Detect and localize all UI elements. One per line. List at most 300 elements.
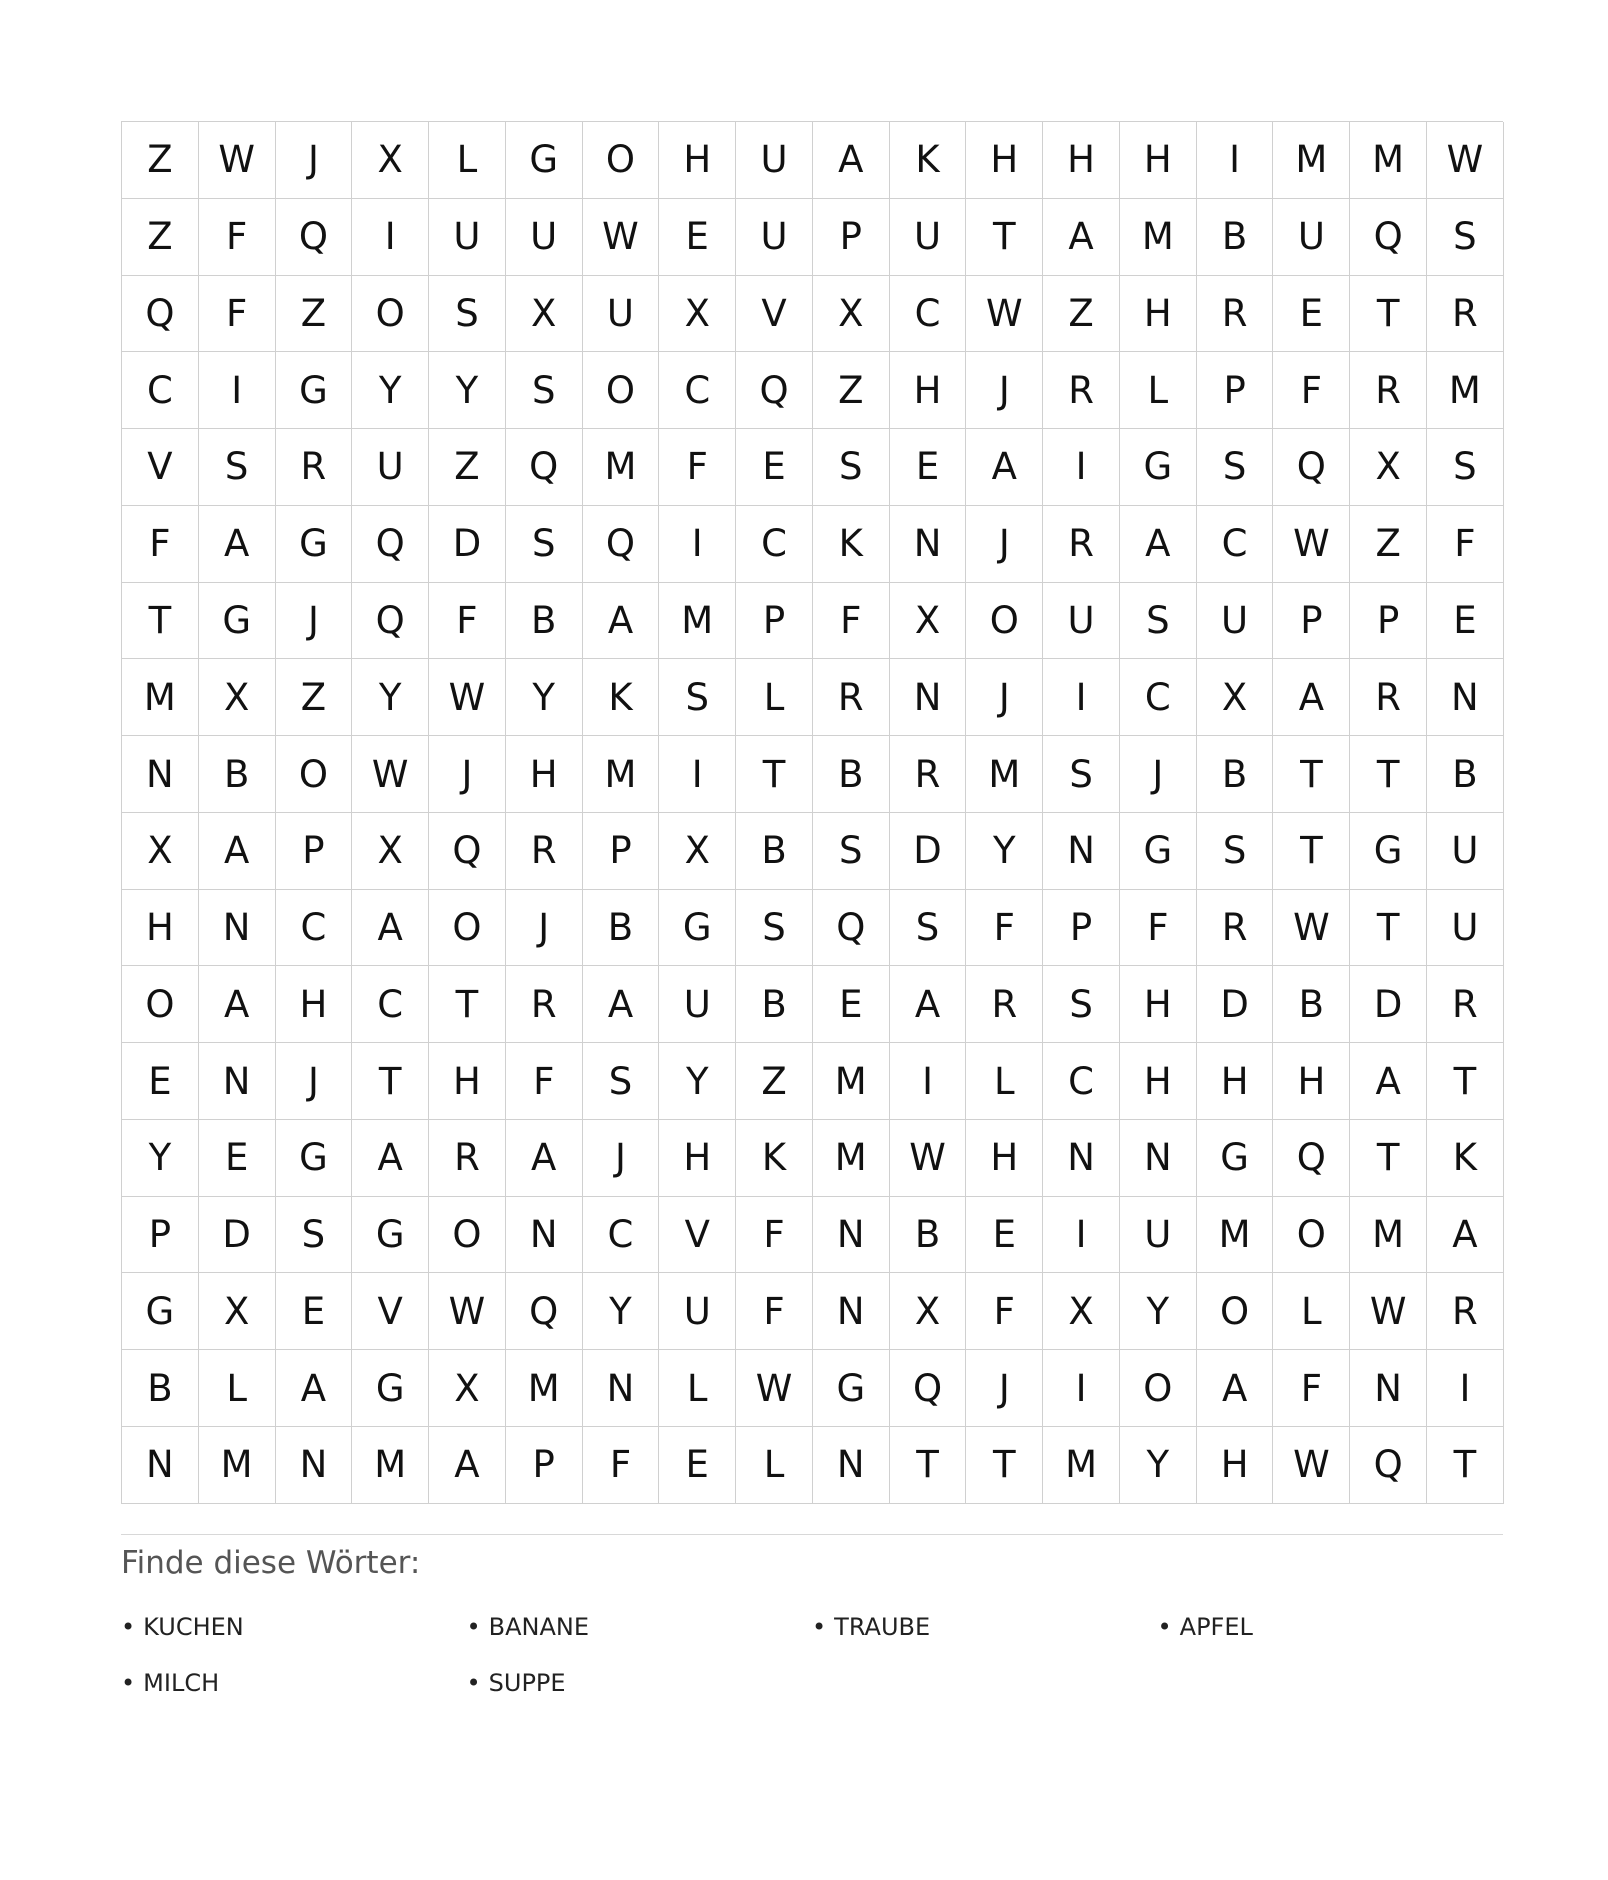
grid-cell-r11-c4[interactable]: A: [352, 890, 429, 967]
grid-cell-r8-c17[interactable]: R: [1350, 659, 1427, 736]
grid-cell-r7-c4[interactable]: Q: [352, 583, 429, 660]
grid-cell-r3-c1[interactable]: Q: [122, 276, 199, 353]
grid-cell-r18-c13[interactable]: M: [1043, 1427, 1120, 1504]
grid-cell-r8-c7[interactable]: K: [583, 659, 660, 736]
grid-cell-r16-c7[interactable]: Y: [583, 1273, 660, 1350]
grid-cell-r18-c16[interactable]: W: [1273, 1427, 1350, 1504]
grid-cell-r14-c13[interactable]: N: [1043, 1120, 1120, 1197]
grid-cell-r17-c6[interactable]: M: [506, 1350, 583, 1427]
grid-cell-r10-c4[interactable]: X: [352, 813, 429, 890]
grid-cell-r4-c14[interactable]: L: [1120, 352, 1197, 429]
grid-cell-r1-c18[interactable]: W: [1427, 122, 1504, 199]
grid-cell-r10-c3[interactable]: P: [276, 813, 353, 890]
grid-cell-r7-c3[interactable]: J: [276, 583, 353, 660]
grid-cell-r1-c4[interactable]: X: [352, 122, 429, 199]
grid-cell-r12-c8[interactable]: U: [659, 966, 736, 1043]
grid-cell-r5-c3[interactable]: R: [276, 429, 353, 506]
grid-cell-r12-c4[interactable]: C: [352, 966, 429, 1043]
grid-cell-r1-c9[interactable]: U: [736, 122, 813, 199]
grid-cell-r2-c16[interactable]: U: [1273, 199, 1350, 276]
grid-cell-r8-c16[interactable]: A: [1273, 659, 1350, 736]
grid-cell-r18-c2[interactable]: M: [199, 1427, 276, 1504]
grid-cell-r6-c1[interactable]: F: [122, 506, 199, 583]
grid-cell-r11-c11[interactable]: S: [890, 890, 967, 967]
grid-cell-r4-c6[interactable]: S: [506, 352, 583, 429]
grid-cell-r3-c11[interactable]: C: [890, 276, 967, 353]
grid-cell-r10-c2[interactable]: A: [199, 813, 276, 890]
grid-cell-r17-c1[interactable]: B: [122, 1350, 199, 1427]
grid-cell-r9-c10[interactable]: B: [813, 736, 890, 813]
grid-cell-r14-c10[interactable]: M: [813, 1120, 890, 1197]
grid-cell-r16-c18[interactable]: R: [1427, 1273, 1504, 1350]
grid-cell-r1-c13[interactable]: H: [1043, 122, 1120, 199]
grid-cell-r17-c7[interactable]: N: [583, 1350, 660, 1427]
grid-cell-r3-c6[interactable]: X: [506, 276, 583, 353]
grid-cell-r14-c3[interactable]: G: [276, 1120, 353, 1197]
grid-cell-r13-c11[interactable]: I: [890, 1043, 967, 1120]
grid-cell-r5-c6[interactable]: Q: [506, 429, 583, 506]
grid-cell-r17-c11[interactable]: Q: [890, 1350, 967, 1427]
grid-cell-r12-c18[interactable]: R: [1427, 966, 1504, 1043]
grid-cell-r15-c4[interactable]: G: [352, 1197, 429, 1274]
grid-cell-r4-c8[interactable]: C: [659, 352, 736, 429]
grid-cell-r11-c3[interactable]: C: [276, 890, 353, 967]
grid-cell-r12-c9[interactable]: B: [736, 966, 813, 1043]
grid-cell-r5-c16[interactable]: Q: [1273, 429, 1350, 506]
grid-cell-r3-c9[interactable]: V: [736, 276, 813, 353]
grid-cell-r6-c3[interactable]: G: [276, 506, 353, 583]
grid-cell-r10-c8[interactable]: X: [659, 813, 736, 890]
grid-cell-r13-c1[interactable]: E: [122, 1043, 199, 1120]
grid-cell-r6-c13[interactable]: R: [1043, 506, 1120, 583]
grid-cell-r16-c11[interactable]: X: [890, 1273, 967, 1350]
grid-cell-r18-c6[interactable]: P: [506, 1427, 583, 1504]
grid-cell-r10-c17[interactable]: G: [1350, 813, 1427, 890]
grid-cell-r4-c11[interactable]: H: [890, 352, 967, 429]
grid-cell-r13-c14[interactable]: H: [1120, 1043, 1197, 1120]
grid-cell-r1-c15[interactable]: I: [1197, 122, 1274, 199]
grid-cell-r9-c3[interactable]: O: [276, 736, 353, 813]
grid-cell-r9-c15[interactable]: B: [1197, 736, 1274, 813]
grid-cell-r13-c7[interactable]: S: [583, 1043, 660, 1120]
grid-cell-r17-c16[interactable]: F: [1273, 1350, 1350, 1427]
grid-cell-r16-c5[interactable]: W: [429, 1273, 506, 1350]
grid-cell-r5-c17[interactable]: X: [1350, 429, 1427, 506]
grid-cell-r15-c5[interactable]: O: [429, 1197, 506, 1274]
grid-cell-r7-c13[interactable]: U: [1043, 583, 1120, 660]
grid-cell-r2-c17[interactable]: Q: [1350, 199, 1427, 276]
grid-cell-r3-c18[interactable]: R: [1427, 276, 1504, 353]
grid-cell-r12-c3[interactable]: H: [276, 966, 353, 1043]
grid-cell-r12-c14[interactable]: H: [1120, 966, 1197, 1043]
grid-cell-r4-c7[interactable]: O: [583, 352, 660, 429]
grid-cell-r17-c17[interactable]: N: [1350, 1350, 1427, 1427]
grid-cell-r8-c6[interactable]: Y: [506, 659, 583, 736]
grid-cell-r7-c10[interactable]: F: [813, 583, 890, 660]
grid-cell-r13-c3[interactable]: J: [276, 1043, 353, 1120]
grid-cell-r15-c13[interactable]: I: [1043, 1197, 1120, 1274]
grid-cell-r12-c13[interactable]: S: [1043, 966, 1120, 1043]
grid-cell-r16-c8[interactable]: U: [659, 1273, 736, 1350]
grid-cell-r18-c3[interactable]: N: [276, 1427, 353, 1504]
grid-cell-r2-c9[interactable]: U: [736, 199, 813, 276]
grid-cell-r6-c12[interactable]: J: [966, 506, 1043, 583]
grid-cell-r2-c10[interactable]: P: [813, 199, 890, 276]
grid-cell-r9-c16[interactable]: T: [1273, 736, 1350, 813]
grid-cell-r7-c8[interactable]: M: [659, 583, 736, 660]
grid-cell-r6-c4[interactable]: Q: [352, 506, 429, 583]
grid-cell-r17-c14[interactable]: O: [1120, 1350, 1197, 1427]
grid-cell-r15-c6[interactable]: N: [506, 1197, 583, 1274]
grid-cell-r3-c15[interactable]: R: [1197, 276, 1274, 353]
grid-cell-r15-c17[interactable]: M: [1350, 1197, 1427, 1274]
grid-cell-r18-c14[interactable]: Y: [1120, 1427, 1197, 1504]
grid-cell-r8-c12[interactable]: J: [966, 659, 1043, 736]
grid-cell-r10-c13[interactable]: N: [1043, 813, 1120, 890]
grid-cell-r13-c15[interactable]: H: [1197, 1043, 1274, 1120]
grid-cell-r5-c13[interactable]: I: [1043, 429, 1120, 506]
grid-cell-r14-c7[interactable]: J: [583, 1120, 660, 1197]
grid-cell-r12-c11[interactable]: A: [890, 966, 967, 1043]
grid-cell-r4-c13[interactable]: R: [1043, 352, 1120, 429]
grid-cell-r12-c1[interactable]: O: [122, 966, 199, 1043]
grid-cell-r2-c7[interactable]: W: [583, 199, 660, 276]
grid-cell-r17-c10[interactable]: G: [813, 1350, 890, 1427]
grid-cell-r9-c6[interactable]: H: [506, 736, 583, 813]
grid-cell-r6-c16[interactable]: W: [1273, 506, 1350, 583]
grid-cell-r12-c17[interactable]: D: [1350, 966, 1427, 1043]
grid-cell-r17-c4[interactable]: G: [352, 1350, 429, 1427]
grid-cell-r15-c16[interactable]: O: [1273, 1197, 1350, 1274]
grid-cell-r7-c6[interactable]: B: [506, 583, 583, 660]
grid-cell-r1-c17[interactable]: M: [1350, 122, 1427, 199]
grid-cell-r4-c16[interactable]: F: [1273, 352, 1350, 429]
grid-cell-r2-c14[interactable]: M: [1120, 199, 1197, 276]
grid-cell-r7-c11[interactable]: X: [890, 583, 967, 660]
grid-cell-r8-c4[interactable]: Y: [352, 659, 429, 736]
grid-cell-r11-c8[interactable]: G: [659, 890, 736, 967]
grid-cell-r8-c9[interactable]: L: [736, 659, 813, 736]
grid-cell-r16-c9[interactable]: F: [736, 1273, 813, 1350]
grid-cell-r6-c14[interactable]: A: [1120, 506, 1197, 583]
grid-cell-r12-c16[interactable]: B: [1273, 966, 1350, 1043]
grid-cell-r11-c9[interactable]: S: [736, 890, 813, 967]
grid-cell-r14-c16[interactable]: Q: [1273, 1120, 1350, 1197]
grid-cell-r7-c17[interactable]: P: [1350, 583, 1427, 660]
grid-cell-r8-c11[interactable]: N: [890, 659, 967, 736]
grid-cell-r12-c10[interactable]: E: [813, 966, 890, 1043]
grid-cell-r17-c13[interactable]: I: [1043, 1350, 1120, 1427]
grid-cell-r18-c17[interactable]: Q: [1350, 1427, 1427, 1504]
grid-cell-r13-c18[interactable]: T: [1427, 1043, 1504, 1120]
grid-cell-r2-c3[interactable]: Q: [276, 199, 353, 276]
grid-cell-r13-c12[interactable]: L: [966, 1043, 1043, 1120]
grid-cell-r10-c12[interactable]: Y: [966, 813, 1043, 890]
grid-cell-r17-c8[interactable]: L: [659, 1350, 736, 1427]
grid-cell-r18-c15[interactable]: H: [1197, 1427, 1274, 1504]
grid-cell-r14-c12[interactable]: H: [966, 1120, 1043, 1197]
grid-cell-r4-c3[interactable]: G: [276, 352, 353, 429]
grid-cell-r7-c7[interactable]: A: [583, 583, 660, 660]
grid-cell-r6-c6[interactable]: S: [506, 506, 583, 583]
grid-cell-r15-c10[interactable]: N: [813, 1197, 890, 1274]
grid-cell-r11-c5[interactable]: O: [429, 890, 506, 967]
grid-cell-r14-c18[interactable]: K: [1427, 1120, 1504, 1197]
grid-cell-r16-c1[interactable]: G: [122, 1273, 199, 1350]
grid-cell-r10-c14[interactable]: G: [1120, 813, 1197, 890]
grid-cell-r17-c2[interactable]: L: [199, 1350, 276, 1427]
grid-cell-r17-c9[interactable]: W: [736, 1350, 813, 1427]
grid-cell-r6-c8[interactable]: I: [659, 506, 736, 583]
grid-cell-r4-c2[interactable]: I: [199, 352, 276, 429]
grid-cell-r16-c17[interactable]: W: [1350, 1273, 1427, 1350]
grid-cell-r4-c12[interactable]: J: [966, 352, 1043, 429]
grid-cell-r8-c2[interactable]: X: [199, 659, 276, 736]
grid-cell-r11-c18[interactable]: U: [1427, 890, 1504, 967]
grid-cell-r3-c17[interactable]: T: [1350, 276, 1427, 353]
grid-cell-r2-c18[interactable]: S: [1427, 199, 1504, 276]
grid-cell-r10-c5[interactable]: Q: [429, 813, 506, 890]
grid-cell-r10-c16[interactable]: T: [1273, 813, 1350, 890]
grid-cell-r13-c8[interactable]: Y: [659, 1043, 736, 1120]
grid-cell-r2-c13[interactable]: A: [1043, 199, 1120, 276]
grid-cell-r4-c9[interactable]: Q: [736, 352, 813, 429]
grid-cell-r7-c15[interactable]: U: [1197, 583, 1274, 660]
grid-cell-r6-c11[interactable]: N: [890, 506, 967, 583]
grid-cell-r9-c2[interactable]: B: [199, 736, 276, 813]
grid-cell-r11-c1[interactable]: H: [122, 890, 199, 967]
grid-cell-r12-c6[interactable]: R: [506, 966, 583, 1043]
grid-cell-r6-c9[interactable]: C: [736, 506, 813, 583]
grid-cell-r3-c7[interactable]: U: [583, 276, 660, 353]
grid-cell-r13-c17[interactable]: A: [1350, 1043, 1427, 1120]
grid-cell-r4-c10[interactable]: Z: [813, 352, 890, 429]
grid-cell-r1-c12[interactable]: H: [966, 122, 1043, 199]
grid-cell-r14-c2[interactable]: E: [199, 1120, 276, 1197]
grid-cell-r9-c4[interactable]: W: [352, 736, 429, 813]
grid-cell-r8-c1[interactable]: M: [122, 659, 199, 736]
grid-cell-r11-c7[interactable]: B: [583, 890, 660, 967]
grid-cell-r18-c1[interactable]: N: [122, 1427, 199, 1504]
grid-cell-r4-c17[interactable]: R: [1350, 352, 1427, 429]
grid-cell-r3-c12[interactable]: W: [966, 276, 1043, 353]
grid-cell-r17-c12[interactable]: J: [966, 1350, 1043, 1427]
grid-cell-r2-c1[interactable]: Z: [122, 199, 199, 276]
grid-cell-r5-c12[interactable]: A: [966, 429, 1043, 506]
grid-cell-r9-c13[interactable]: S: [1043, 736, 1120, 813]
grid-cell-r6-c7[interactable]: Q: [583, 506, 660, 583]
grid-cell-r9-c17[interactable]: T: [1350, 736, 1427, 813]
grid-cell-r13-c10[interactable]: M: [813, 1043, 890, 1120]
grid-cell-r6-c2[interactable]: A: [199, 506, 276, 583]
grid-cell-r10-c1[interactable]: X: [122, 813, 199, 890]
grid-cell-r3-c5[interactable]: S: [429, 276, 506, 353]
grid-cell-r14-c11[interactable]: W: [890, 1120, 967, 1197]
grid-cell-r4-c5[interactable]: Y: [429, 352, 506, 429]
grid-cell-r5-c2[interactable]: S: [199, 429, 276, 506]
grid-cell-r16-c4[interactable]: V: [352, 1273, 429, 1350]
grid-cell-r6-c15[interactable]: C: [1197, 506, 1274, 583]
grid-cell-r12-c12[interactable]: R: [966, 966, 1043, 1043]
grid-cell-r10-c18[interactable]: U: [1427, 813, 1504, 890]
grid-cell-r5-c11[interactable]: E: [890, 429, 967, 506]
grid-cell-r17-c15[interactable]: A: [1197, 1350, 1274, 1427]
grid-cell-r13-c9[interactable]: Z: [736, 1043, 813, 1120]
grid-cell-r8-c14[interactable]: C: [1120, 659, 1197, 736]
grid-cell-r14-c17[interactable]: T: [1350, 1120, 1427, 1197]
grid-cell-r15-c15[interactable]: M: [1197, 1197, 1274, 1274]
grid-cell-r8-c10[interactable]: R: [813, 659, 890, 736]
grid-cell-r5-c18[interactable]: S: [1427, 429, 1504, 506]
grid-cell-r5-c15[interactable]: S: [1197, 429, 1274, 506]
grid-cell-r6-c18[interactable]: F: [1427, 506, 1504, 583]
grid-cell-r4-c15[interactable]: P: [1197, 352, 1274, 429]
grid-cell-r5-c7[interactable]: M: [583, 429, 660, 506]
grid-cell-r17-c5[interactable]: X: [429, 1350, 506, 1427]
grid-cell-r10-c15[interactable]: S: [1197, 813, 1274, 890]
grid-cell-r14-c6[interactable]: A: [506, 1120, 583, 1197]
grid-cell-r13-c13[interactable]: C: [1043, 1043, 1120, 1120]
grid-cell-r5-c10[interactable]: S: [813, 429, 890, 506]
grid-cell-r4-c4[interactable]: Y: [352, 352, 429, 429]
grid-cell-r9-c12[interactable]: M: [966, 736, 1043, 813]
grid-cell-r18-c5[interactable]: A: [429, 1427, 506, 1504]
grid-cell-r7-c16[interactable]: P: [1273, 583, 1350, 660]
grid-cell-r10-c9[interactable]: B: [736, 813, 813, 890]
grid-cell-r6-c10[interactable]: K: [813, 506, 890, 583]
grid-cell-r8-c15[interactable]: X: [1197, 659, 1274, 736]
grid-cell-r18-c11[interactable]: T: [890, 1427, 967, 1504]
grid-cell-r18-c9[interactable]: L: [736, 1427, 813, 1504]
grid-cell-r9-c9[interactable]: T: [736, 736, 813, 813]
grid-cell-r14-c15[interactable]: G: [1197, 1120, 1274, 1197]
grid-cell-r9-c8[interactable]: I: [659, 736, 736, 813]
grid-cell-r12-c15[interactable]: D: [1197, 966, 1274, 1043]
grid-cell-r10-c7[interactable]: P: [583, 813, 660, 890]
grid-cell-r18-c4[interactable]: M: [352, 1427, 429, 1504]
grid-cell-r9-c14[interactable]: J: [1120, 736, 1197, 813]
grid-cell-r7-c5[interactable]: F: [429, 583, 506, 660]
grid-cell-r3-c13[interactable]: Z: [1043, 276, 1120, 353]
grid-cell-r17-c3[interactable]: A: [276, 1350, 353, 1427]
grid-cell-r5-c4[interactable]: U: [352, 429, 429, 506]
grid-cell-r3-c3[interactable]: Z: [276, 276, 353, 353]
grid-cell-r13-c5[interactable]: H: [429, 1043, 506, 1120]
grid-cell-r12-c2[interactable]: A: [199, 966, 276, 1043]
grid-cell-r3-c4[interactable]: O: [352, 276, 429, 353]
grid-cell-r3-c8[interactable]: X: [659, 276, 736, 353]
grid-cell-r18-c12[interactable]: T: [966, 1427, 1043, 1504]
grid-cell-r2-c15[interactable]: B: [1197, 199, 1274, 276]
grid-cell-r14-c4[interactable]: A: [352, 1120, 429, 1197]
grid-cell-r15-c7[interactable]: C: [583, 1197, 660, 1274]
grid-cell-r7-c18[interactable]: E: [1427, 583, 1504, 660]
grid-cell-r1-c11[interactable]: K: [890, 122, 967, 199]
grid-cell-r1-c16[interactable]: M: [1273, 122, 1350, 199]
grid-cell-r12-c7[interactable]: A: [583, 966, 660, 1043]
grid-cell-r1-c5[interactable]: L: [429, 122, 506, 199]
grid-cell-r16-c14[interactable]: Y: [1120, 1273, 1197, 1350]
grid-cell-r15-c18[interactable]: A: [1427, 1197, 1504, 1274]
grid-cell-r11-c14[interactable]: F: [1120, 890, 1197, 967]
grid-cell-r2-c5[interactable]: U: [429, 199, 506, 276]
grid-cell-r7-c14[interactable]: S: [1120, 583, 1197, 660]
grid-cell-r15-c3[interactable]: S: [276, 1197, 353, 1274]
grid-cell-r16-c6[interactable]: Q: [506, 1273, 583, 1350]
grid-cell-r11-c12[interactable]: F: [966, 890, 1043, 967]
grid-cell-r7-c1[interactable]: T: [122, 583, 199, 660]
grid-cell-r14-c14[interactable]: N: [1120, 1120, 1197, 1197]
grid-cell-r11-c15[interactable]: R: [1197, 890, 1274, 967]
grid-cell-r10-c11[interactable]: D: [890, 813, 967, 890]
grid-cell-r10-c6[interactable]: R: [506, 813, 583, 890]
grid-cell-r16-c12[interactable]: F: [966, 1273, 1043, 1350]
grid-cell-r8-c3[interactable]: Z: [276, 659, 353, 736]
grid-cell-r1-c8[interactable]: H: [659, 122, 736, 199]
grid-cell-r14-c9[interactable]: K: [736, 1120, 813, 1197]
grid-cell-r8-c13[interactable]: I: [1043, 659, 1120, 736]
grid-cell-r7-c2[interactable]: G: [199, 583, 276, 660]
grid-cell-r16-c2[interactable]: X: [199, 1273, 276, 1350]
grid-cell-r15-c8[interactable]: V: [659, 1197, 736, 1274]
grid-cell-r1-c3[interactable]: J: [276, 122, 353, 199]
grid-cell-r5-c5[interactable]: Z: [429, 429, 506, 506]
grid-cell-r13-c6[interactable]: F: [506, 1043, 583, 1120]
grid-cell-r16-c15[interactable]: O: [1197, 1273, 1274, 1350]
grid-cell-r8-c18[interactable]: N: [1427, 659, 1504, 736]
grid-cell-r16-c10[interactable]: N: [813, 1273, 890, 1350]
grid-cell-r2-c12[interactable]: T: [966, 199, 1043, 276]
grid-cell-r8-c8[interactable]: S: [659, 659, 736, 736]
grid-cell-r2-c4[interactable]: I: [352, 199, 429, 276]
grid-cell-r11-c17[interactable]: T: [1350, 890, 1427, 967]
grid-cell-r18-c7[interactable]: F: [583, 1427, 660, 1504]
grid-cell-r6-c17[interactable]: Z: [1350, 506, 1427, 583]
grid-cell-r1-c7[interactable]: O: [583, 122, 660, 199]
grid-cell-r18-c10[interactable]: N: [813, 1427, 890, 1504]
grid-cell-r15-c12[interactable]: E: [966, 1197, 1043, 1274]
grid-cell-r11-c10[interactable]: Q: [813, 890, 890, 967]
grid-cell-r16-c3[interactable]: E: [276, 1273, 353, 1350]
grid-cell-r2-c6[interactable]: U: [506, 199, 583, 276]
grid-cell-r6-c5[interactable]: D: [429, 506, 506, 583]
grid-cell-r14-c8[interactable]: H: [659, 1120, 736, 1197]
grid-cell-r15-c1[interactable]: P: [122, 1197, 199, 1274]
grid-cell-r9-c5[interactable]: J: [429, 736, 506, 813]
grid-cell-r2-c11[interactable]: U: [890, 199, 967, 276]
grid-cell-r2-c2[interactable]: F: [199, 199, 276, 276]
grid-cell-r5-c1[interactable]: V: [122, 429, 199, 506]
grid-cell-r13-c16[interactable]: H: [1273, 1043, 1350, 1120]
grid-cell-r13-c4[interactable]: T: [352, 1043, 429, 1120]
grid-cell-r7-c12[interactable]: O: [966, 583, 1043, 660]
grid-cell-r15-c9[interactable]: F: [736, 1197, 813, 1274]
grid-cell-r1-c2[interactable]: W: [199, 122, 276, 199]
grid-cell-r1-c14[interactable]: H: [1120, 122, 1197, 199]
grid-cell-r8-c5[interactable]: W: [429, 659, 506, 736]
grid-cell-r9-c7[interactable]: M: [583, 736, 660, 813]
grid-cell-r16-c16[interactable]: L: [1273, 1273, 1350, 1350]
grid-cell-r4-c1[interactable]: C: [122, 352, 199, 429]
grid-cell-r13-c2[interactable]: N: [199, 1043, 276, 1120]
grid-cell-r3-c10[interactable]: X: [813, 276, 890, 353]
grid-cell-r9-c1[interactable]: N: [122, 736, 199, 813]
grid-cell-r4-c18[interactable]: M: [1427, 352, 1504, 429]
grid-cell-r11-c6[interactable]: J: [506, 890, 583, 967]
grid-cell-r14-c1[interactable]: Y: [122, 1120, 199, 1197]
grid-cell-r11-c13[interactable]: P: [1043, 890, 1120, 967]
grid-cell-r1-c6[interactable]: G: [506, 122, 583, 199]
